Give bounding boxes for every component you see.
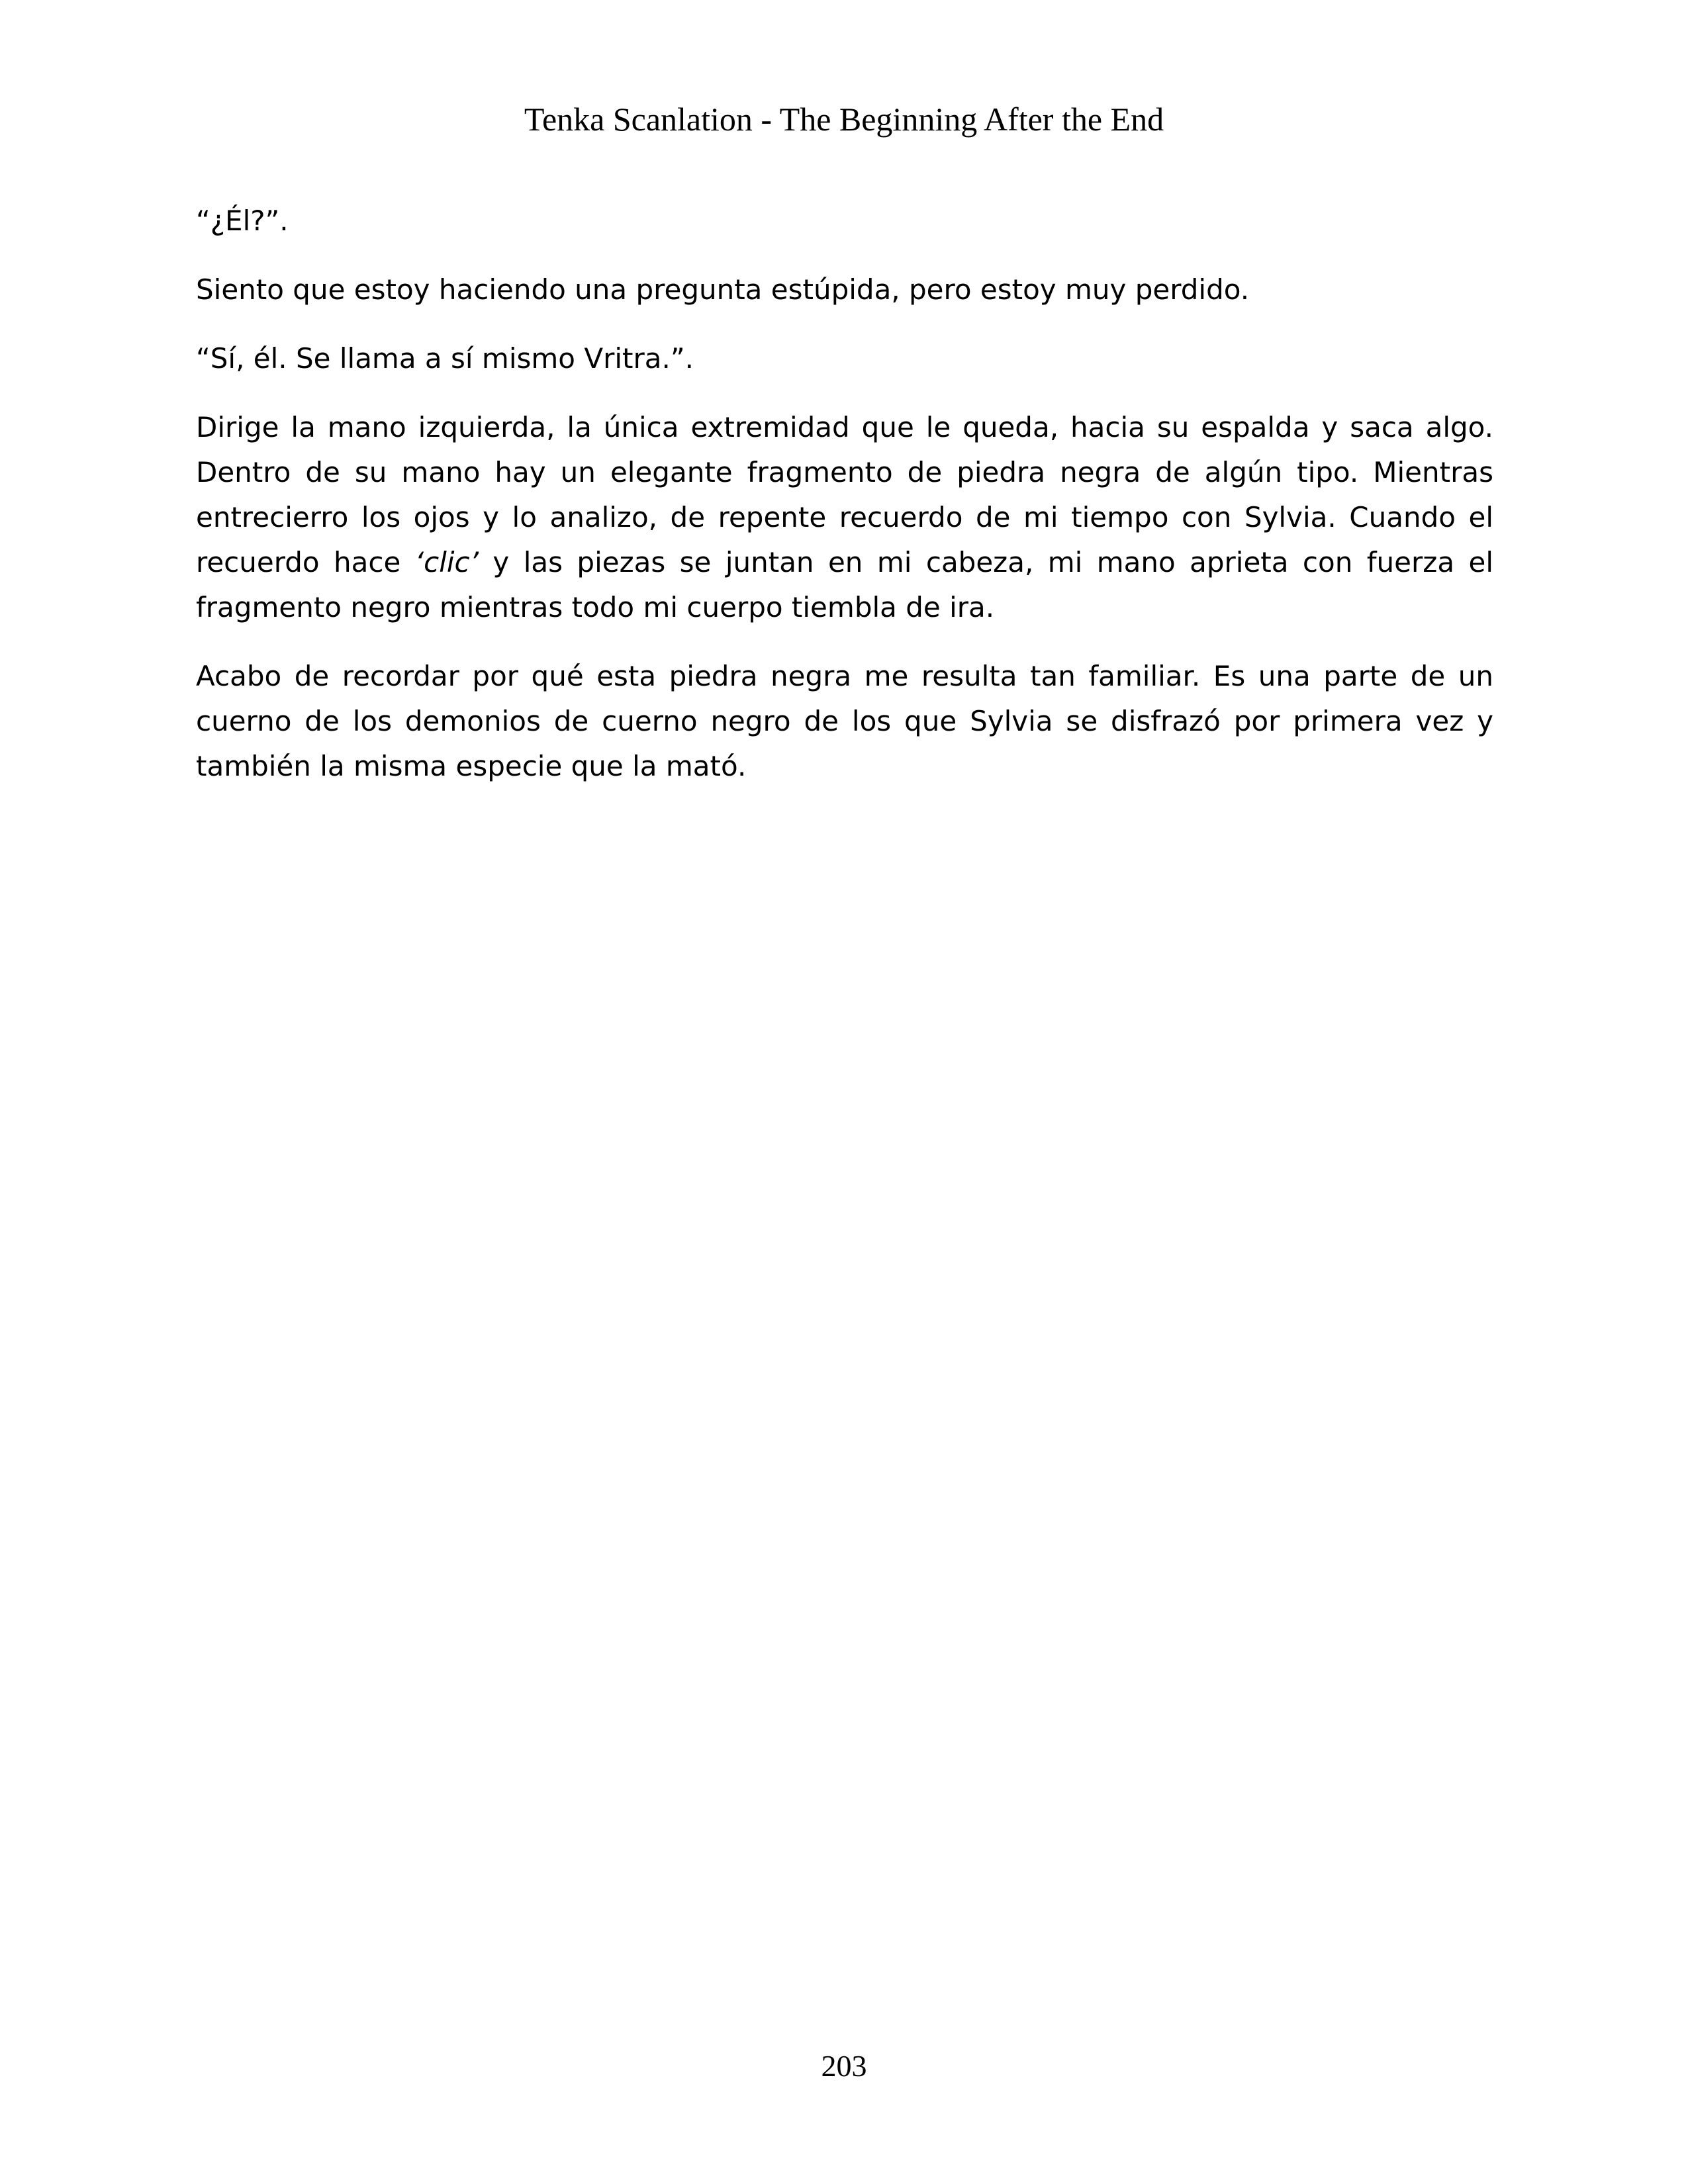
- paragraph-2: Siento que estoy haciendo una pregunta estúpida, pero estoy muy perdido.: [196, 273, 1250, 306]
- paragraph-1: “¿Él?”.: [196, 205, 289, 237]
- page-header: Tenka Scanlation - The Beginning After the End: [524, 101, 1164, 138]
- paragraph-4: [196, 405, 1493, 630]
- page-number: 203: [821, 2049, 867, 2083]
- paragraph-4-italic-word: ‘clic’: [414, 546, 479, 578]
- page-body: [196, 199, 1493, 813]
- paragraph-5: Acabo de recordar por qué esta piedra negra me resulta tan familiar. Es una parte de un cuerno de los demonios de cuerno negro de los que Sylvia se disfrazó por primera vez y también la misma especie que la mató.: [196, 660, 1493, 782]
- paragraph-3: “Sí, él. Se llama a sí mismo Vritra.”.: [196, 342, 694, 375]
- paragraph-4-text-end: y las piezas se juntan en mi cabeza, mi mano aprieta con fuerza el fragmento negro mientras todo mi cuerpo tiembla de ira.: [196, 546, 1493, 623]
- paragraph-4-text-start: Dirige la mano izquierda, la única extremidad que le queda, hacia su espalda y saca algo. Dentro de su mano hay un elegante fragmento de piedra negra de algún tipo. Mientras entrecierro los ojos y lo analizo, de repente recuerdo de mi tiempo con Sylvia. Cuando el recuerdo hace: [196, 411, 1493, 578]
